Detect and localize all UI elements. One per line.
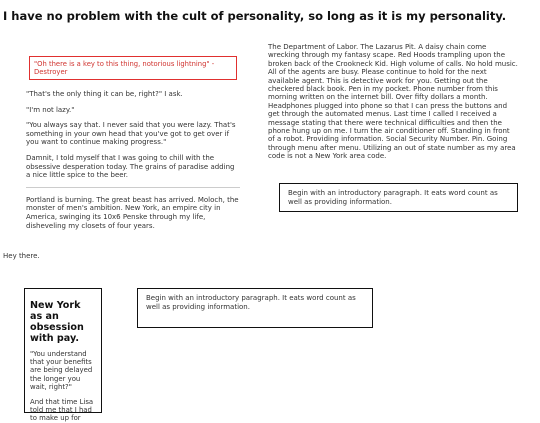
- paragraph: Portland is burning. The great beast has arrived. Moloch, the monster of men's ambition. New York, an empire city in America, swinging its 10x6 Penske through my life, disheveling my closets of four years.: [26, 195, 239, 230]
- left-column: [26, 56, 240, 237]
- paragraph: "You understand that your benefits are being delayed the longer you wait, right?": [30, 350, 93, 391]
- paragraph: And that time Lisa told me that I had to make up for: [30, 398, 94, 423]
- paragraph: Damnit, I told myself that I was going to chill with the obsessive desperation today. The grains of paradise adding a nice little spice to the beer.: [26, 153, 235, 180]
- intro-box: [137, 288, 373, 328]
- side-card-heading: New York as an obsession with pay.: [30, 300, 84, 344]
- intro-box: [279, 183, 518, 212]
- side-card: [24, 288, 102, 423]
- page-title: I have no problem with the cult of personality, so long as it is my personality.: [3, 9, 507, 23]
- intro-text: Begin with an introductory paragraph. It eats word count as well as providing information.: [288, 189, 498, 206]
- right-column: [268, 43, 518, 161]
- paragraph: "I'm not lazy.": [26, 105, 75, 114]
- greeting-text: Hey there.: [3, 252, 40, 260]
- pull-quote: "Oh there is a key to this thing, notorious lightning" - Destroyer: [29, 56, 237, 80]
- divider: [26, 187, 240, 188]
- paragraph: "That's the only thing it can be, right?" I ask.: [26, 90, 183, 98]
- intro-text: Begin with an introductory paragraph. It eats word count as well as providing information.: [146, 294, 356, 311]
- paragraph: The Department of Labor. The Lazarus Pit. A daisy chain come wrecking through my fantasy scape. Red Hoods trampling upon the broken back of the Crookneck Kid. High volume of calls. No hold music. All of the agents are busy. Please continue to hold for the next available agent. This is detective work for you. Getting out the checkered black book. Pen in my pocket. Phone number from this morning written on the internet bill. Over fifty dollars a month. Headphones plugged into phone so that I can press the buttons and get through the automated menus. Last time I called I received a message stating that there were technical difficulties and then the phone hung up on me. I turn the air conditioner off. Standing in front of a robot. Providing information. Social Security Number. Pin. Going through menu after menu. Utilizing an out of state number as my area code is not a New York area code.: [268, 43, 518, 161]
- paragraph: "You always say that. I never said that you were lazy. That's something in your own head that you've got to get over if you want to continue making progress.": [26, 121, 236, 147]
